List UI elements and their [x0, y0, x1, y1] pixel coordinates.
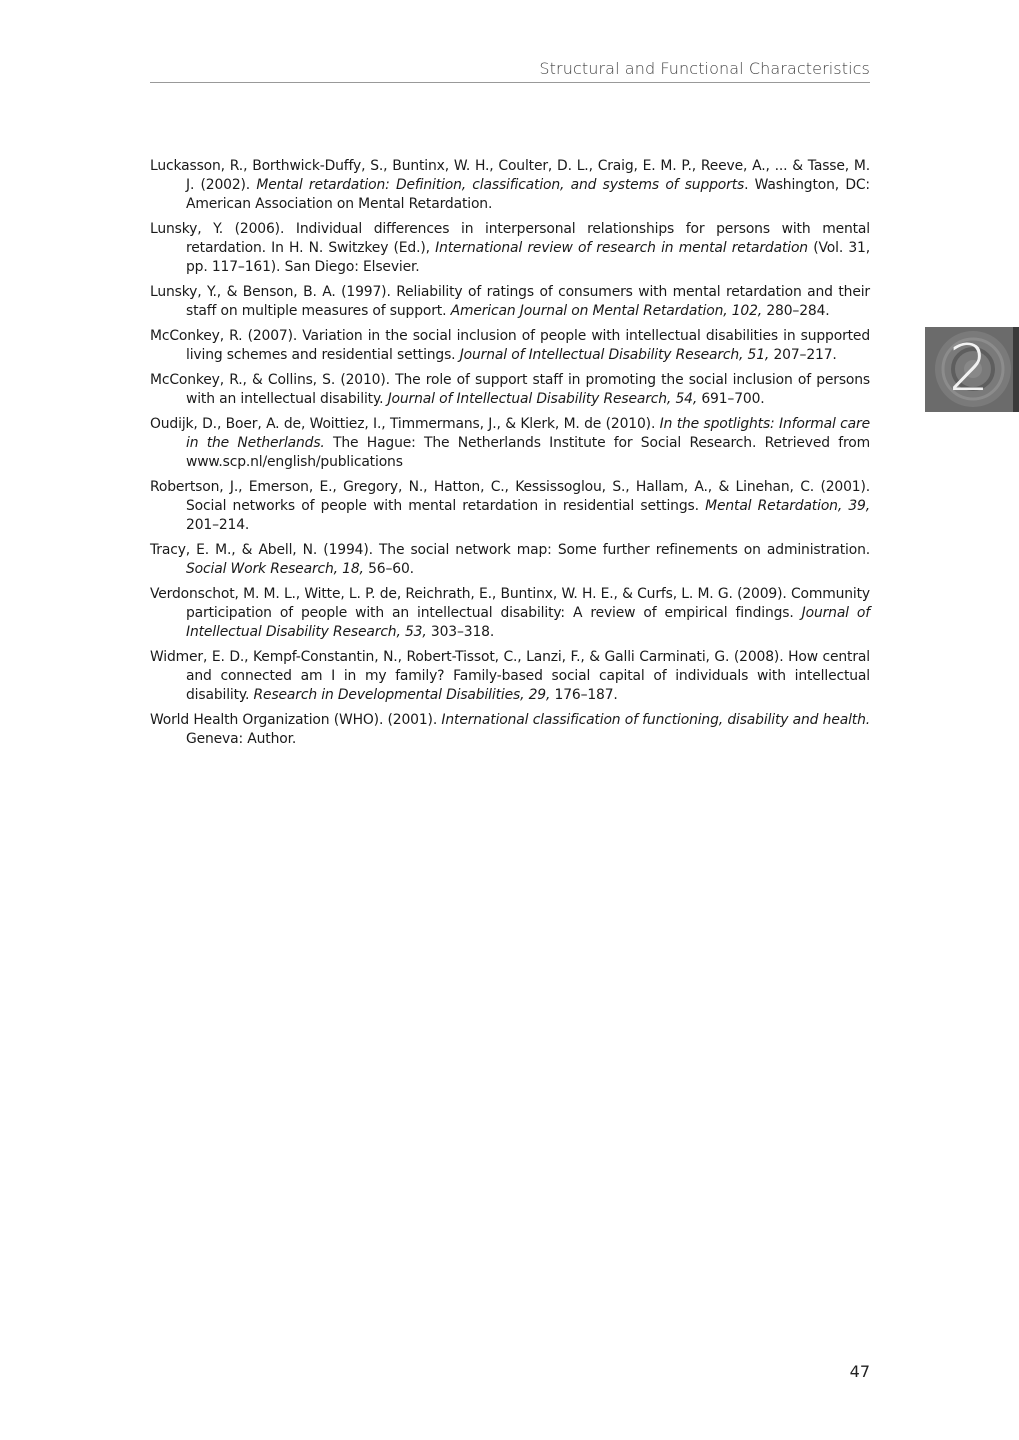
header-rule: [150, 82, 870, 83]
reference-entry: McConkey, R. (2007). Variation in the social inclusion of people with intellectual disabilities in supported living schemes and residential settings. Journal of Intellectual Disability Research, 51, 207–217.: [150, 328, 870, 363]
reference-entry: Oudijk, D., Boer, A. de, Woittiez, I., Timmermans, J., & Klerk, M. de (2010). In the spotlights: Informal care in the Netherlands. The Hague: The Netherlands Institute for Social Research. Retrieved from www.scp.nl/english/publications: [150, 416, 871, 470]
running-head: Structural and Functional Characteristics: [539, 59, 870, 78]
chapter-tab: [925, 327, 1019, 412]
reference-entry: Robertson, J., Emerson, E., Gregory, N., Hatton, C., Kessissoglou, S., Hallam, A., & Linehan, C. (2001). Social networks of people with mental retardation in residential settings. Mental Retardation, 39, 201–214.: [150, 479, 870, 533]
reference-entry: Widmer, E. D., Kempf-Constantin, N., Robert-Tissot, C., Lanzi, F., & Galli Carminati, G. (2008). How central and connected am I in my family? Family-based social capital of individuals with intellectual disability. Research in Developmental Disabilities, 29, 176–187.: [150, 649, 870, 703]
reference-entry: Verdonschot, M. M. L., Witte, L. P. de, Reichrath, E., Buntinx, W. H. E., & Curfs, L. M. G. (2009). Community participation of people with an intellectual disability: A review of empirical findings. Journal of Intellectual Disability Research, 53, 303–318.: [150, 586, 870, 640]
reference-entry: Lunsky, Y. (2006). Individual differences in interpersonal relationships for persons with mental retardation. In H. N. Switzkey (Ed.), International review of research in mental retardation (Vol. 31, pp. 117–161). San Diego: Elsevier.: [150, 221, 870, 275]
chapter-number: 2: [948, 332, 990, 406]
reference-entry: Luckasson, R., Borthwick-Duffy, S., Buntinx, W. H., Coulter, D. L., Craig, E. M. P., Reeve, A., ... & Tasse, M. J. (2002). Mental retardation: Definition, classification, and systems of supports. Washington, DC: American Association on Mental Retardation.: [150, 158, 870, 212]
page-number: 47: [849, 1362, 870, 1381]
chapter-tab-edge: [1013, 327, 1019, 412]
reference-entry: Tracy, E. M., & Abell, N. (1994). The social network map: Some further refinements on administration. Social Work Research, 18, 56–60.: [150, 542, 870, 577]
reference-entry: World Health Organization (WHO). (2001). International classification of functioning, disability and health. Geneva: Author.: [150, 712, 870, 747]
reference-entry: Lunsky, Y., & Benson, B. A. (1997). Reliability of ratings of consumers with mental retardation and their staff on multiple measures of support. American Journal on Mental Retardation, 102, 280–284.: [150, 284, 870, 319]
reference-list: [150, 157, 870, 755]
reference-entry: McConkey, R., & Collins, S. (2010). The role of support staff in promoting the social inclusion of persons with an intellectual disability. Journal of Intellectual Disability Research, 54, 691–700.: [150, 372, 870, 407]
